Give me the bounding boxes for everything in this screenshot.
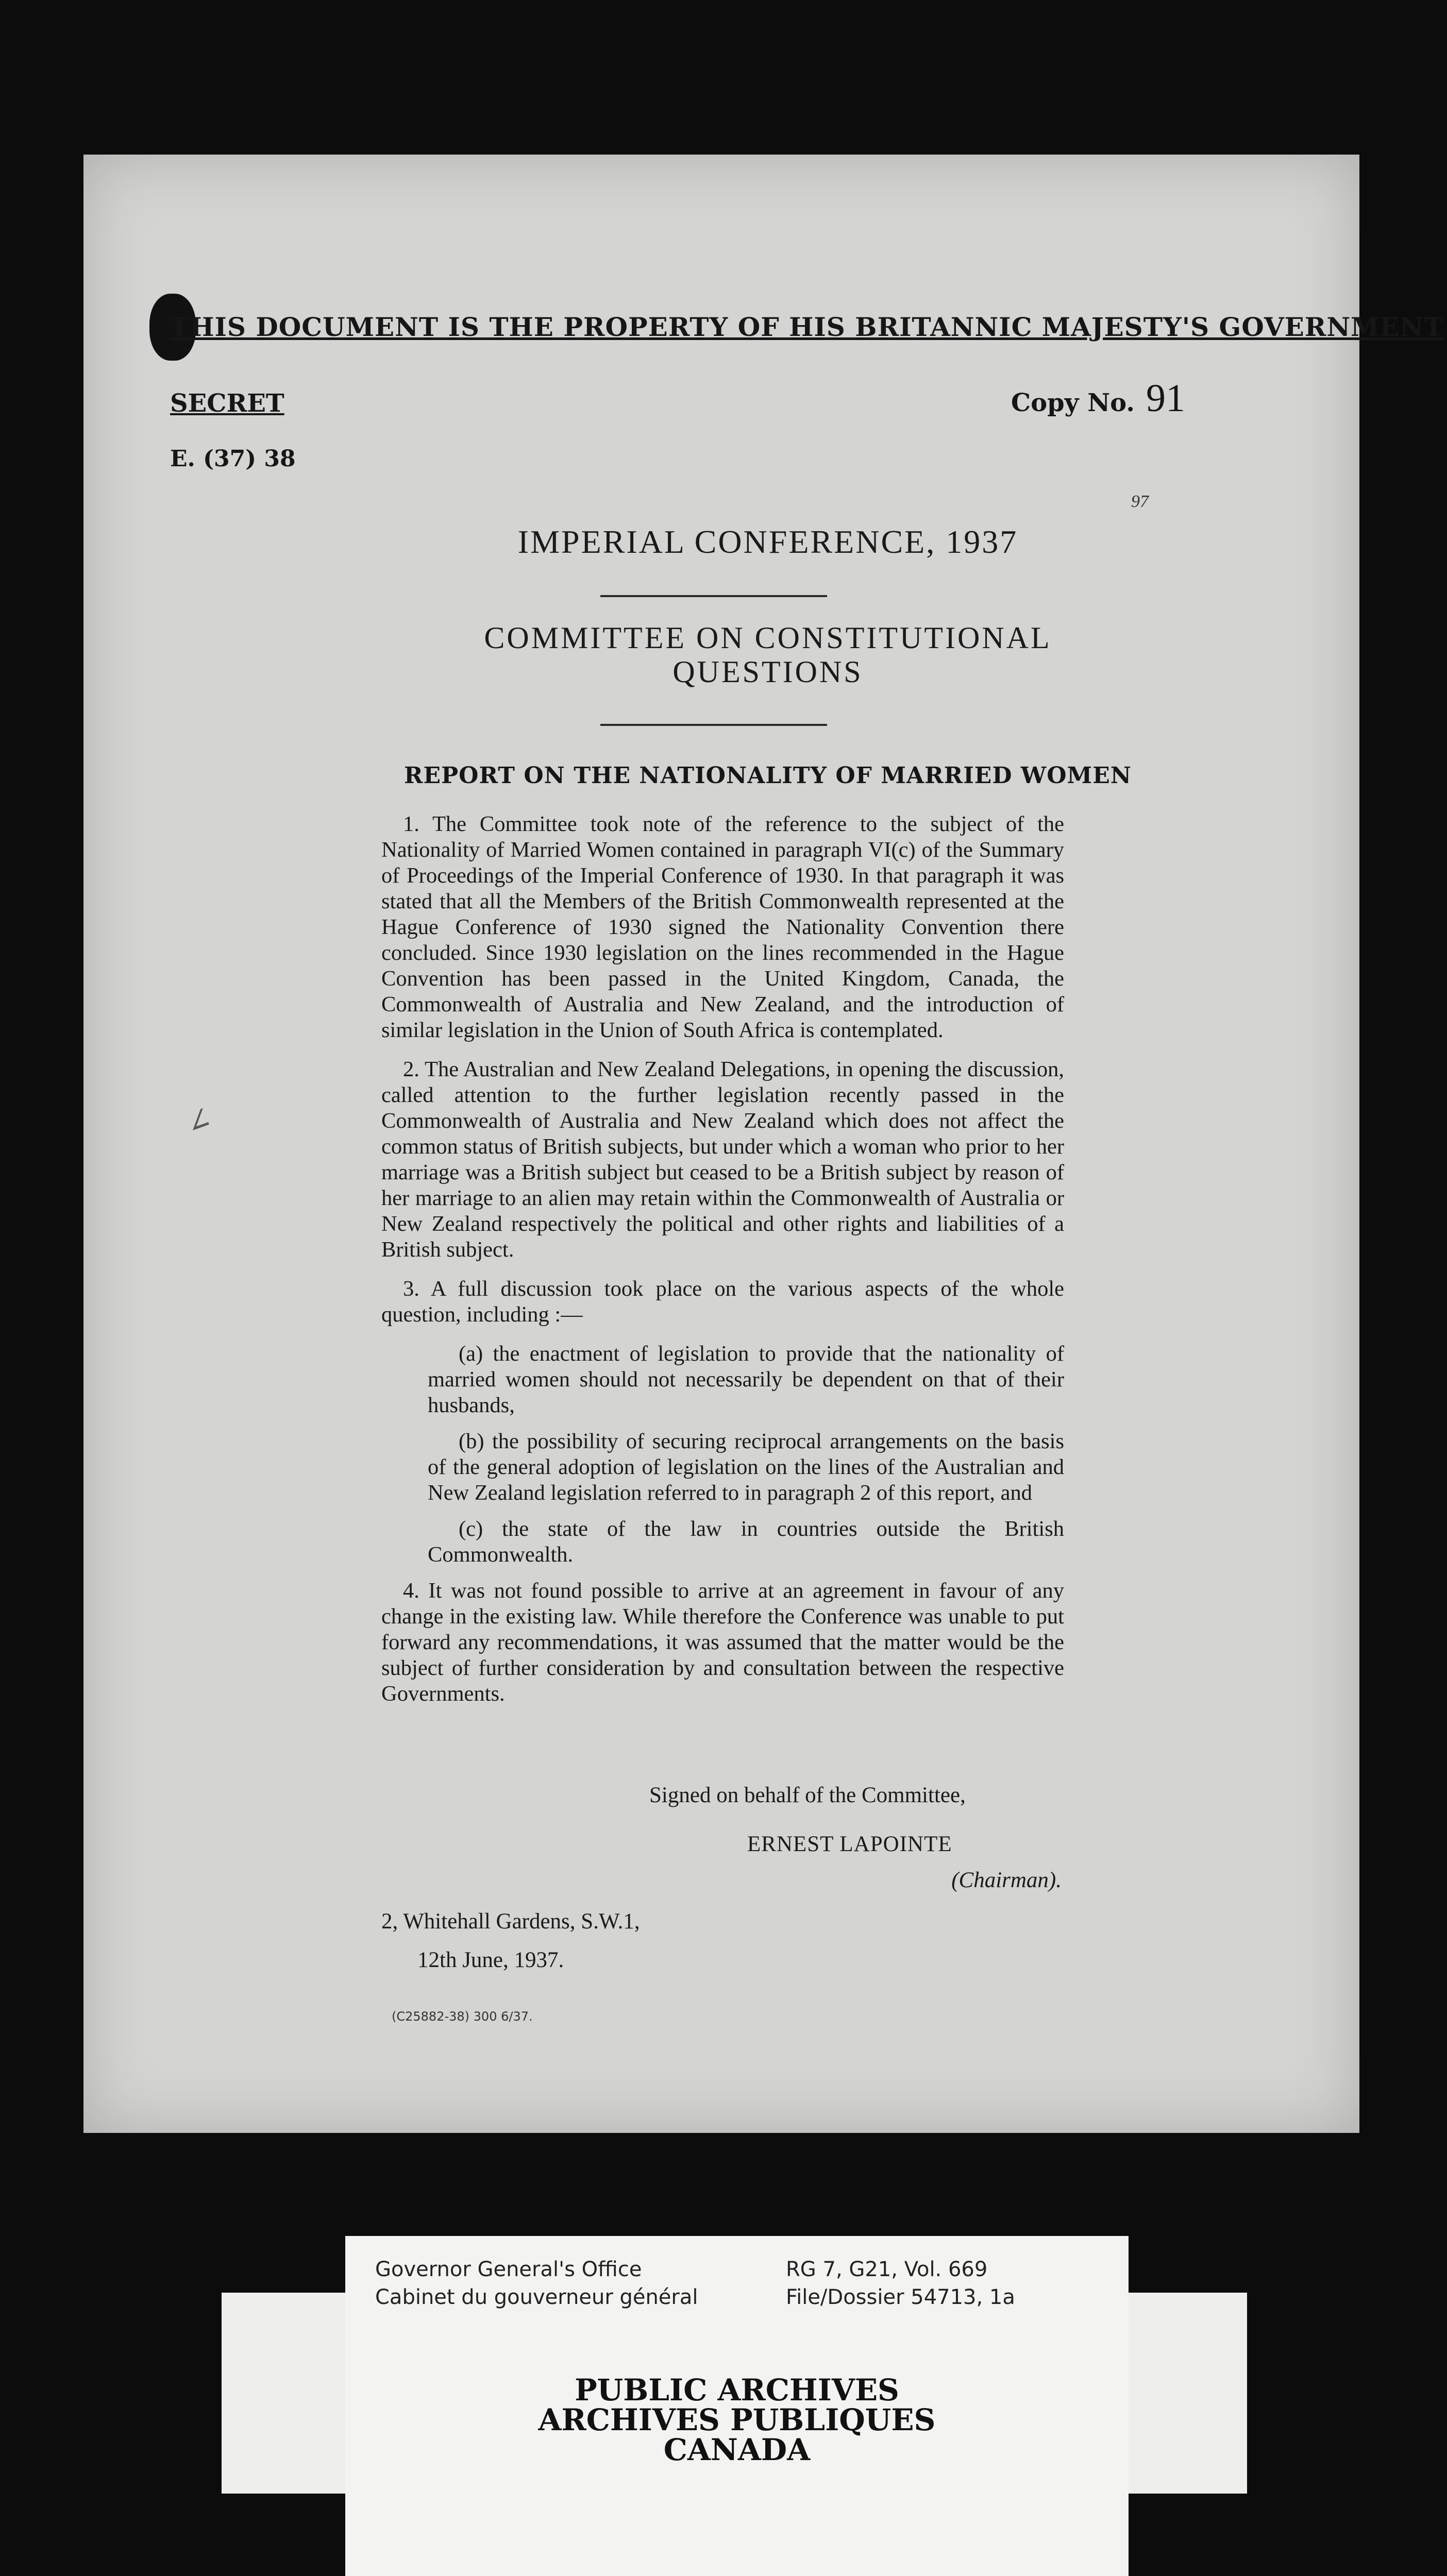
signed-line: Signed on behalf of the Committee, xyxy=(649,1783,966,1807)
report-title: REPORT ON THE NATIONALITY OF MARRIED WOMEN xyxy=(403,762,1132,789)
committee-title xyxy=(258,621,1278,689)
copy-number: 91 xyxy=(1146,377,1185,420)
committee-line-1: COMMITTEE ON CONSTITUTIONAL xyxy=(484,621,1052,655)
chairman-name: ERNEST LAPOINTE xyxy=(747,1832,952,1856)
paragraph-2: 2. The Australian and New Zealand Delegations, in opening the discussion, called attention to the further legislation recently passed in the Commonwealth of Australia and New Zealand which does not affect the common status of British subjects, but under which a woman who prior to her marriage was a British subject but ceased to be a British subject by reason of her marriage to an alien may retain within the Commonwealth of Australia or New Zealand respectively the political and other rights and liabilities of a British subject. xyxy=(381,1057,1064,1262)
conference-title: IMPERIAL CONFERENCE, 1937 xyxy=(517,523,1018,560)
office-french: Cabinet du gouverneur général xyxy=(375,2285,698,2309)
copy-number-block xyxy=(922,376,1185,421)
archives-stamp xyxy=(345,2372,1129,2467)
archives-line-1: PUBLIC ARCHIVES xyxy=(575,2372,899,2408)
archive-reference-1: RG 7, G21, Vol. 669 xyxy=(786,2258,988,2281)
pencil-mark: 97 xyxy=(1131,492,1149,511)
paragraph-3b: (b) the possibility of securing reciprocal arrangements on the basis of the general adoption of legislation on the lines of the Australian and New Zealand legislation referred to in paragraph 2 of this report, and xyxy=(428,1429,1064,1505)
print-code: (C25882-38) 300 6/37. xyxy=(392,2009,533,2024)
paragraph-4: 4. It was not found possible to arrive at an agreement in favour of any change in the existing law. While therefore the Conference was unable to put forward any recommendations, it was assumed that the matter would be the subject of further consideration by and consultation between the respective Governments. xyxy=(381,1579,1064,1706)
title-rule-bottom xyxy=(600,724,827,726)
paragraph-3: 3. A full discussion took place on the various aspects of the whole question, including :— xyxy=(381,1277,1064,1327)
paragraph-1: 1. The Committee took note of the reference to the subject of the Nationality of Married Women contained in paragraph VI(c) of the Summary of Proceedings of the Imperial Conference of 1930. In that paragraph it was stated that all the Members of the British Commonwealth represented at the Hague Conference of 1930 signed the Nationality Convention there concluded. Since 1930 legislation on the lines recommended in the Hague Convention has been passed in the United Kingdom, Canada, the Commonwealth of Australia and New Zealand, and the introduction of similar legislation in the Union of South Africa is contemplated. xyxy=(381,812,1064,1042)
paragraph-3a: (a) the enactment of legislation to provide that the nationality of married women should not necessarily be dependent on that of their husbands, xyxy=(428,1342,1064,1417)
copy-label: Copy No. xyxy=(1011,388,1135,417)
document-date: 12th June, 1937. xyxy=(417,1948,564,1972)
office-english: Governor General's Office xyxy=(375,2258,642,2281)
archives-line-3: CANADA xyxy=(663,2432,811,2467)
paragraph-3c: (c) the state of the law in countries outside the British Commonwealth. xyxy=(428,1517,1064,1567)
chairman-role: (Chairman). xyxy=(951,1868,1062,1892)
document-reference: E. (37) 38 xyxy=(170,446,296,472)
committee-line-2: QUESTIONS xyxy=(672,655,863,689)
title-rule-top xyxy=(600,595,827,597)
archives-line-2: ARCHIVES PUBLIQUES xyxy=(538,2402,936,2437)
classification-label: SECRET xyxy=(170,389,284,418)
margin-pencil-mark: ∠ xyxy=(180,1100,217,1141)
address: 2, Whitehall Gardens, S.W.1, xyxy=(381,1909,640,1934)
property-notice: THIS DOCUMENT IS THE PROPERTY OF HIS BRITANNIC MAJESTY'S GOVERNMENT xyxy=(170,312,1444,342)
archive-reference-2: File/Dossier 54713, 1a xyxy=(786,2285,1015,2309)
report-body xyxy=(381,811,1064,1720)
